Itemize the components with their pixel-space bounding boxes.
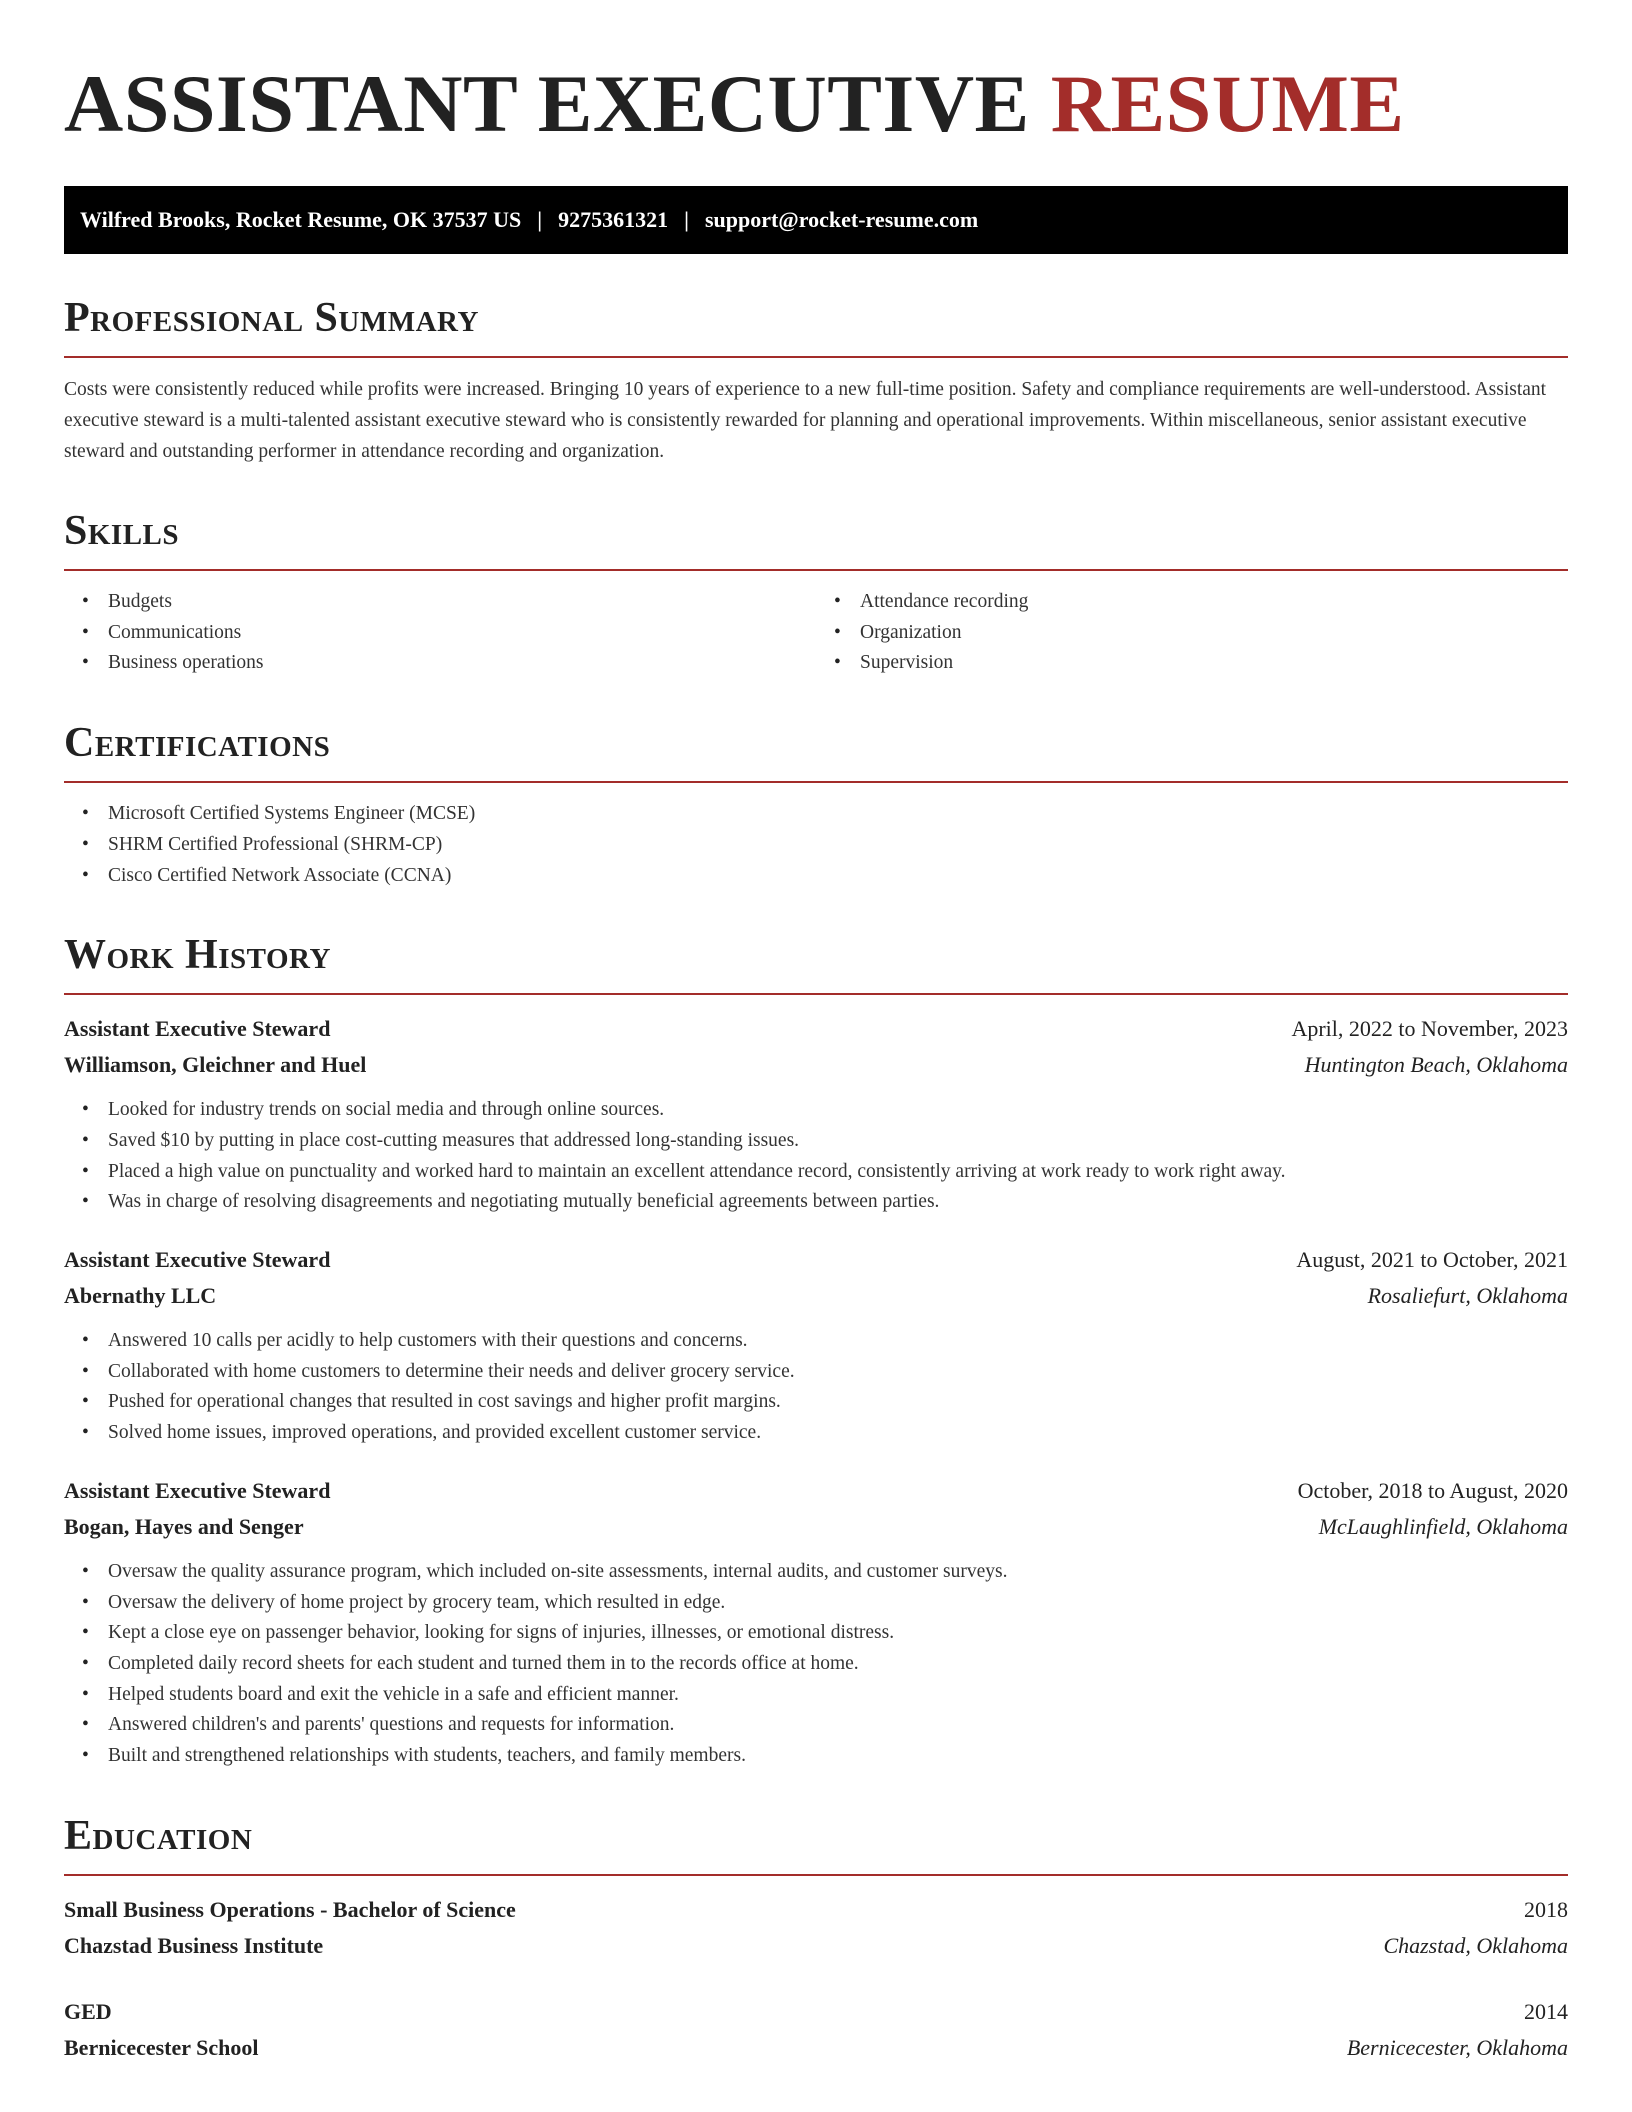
- summary-heading: Professional Summary: [64, 295, 479, 341]
- education-degree-row: [64, 1892, 1568, 1928]
- section-divider: [64, 781, 1568, 783]
- education-location: Chazstad, Oklahoma: [1383, 1932, 1568, 1958]
- skill-item: • Business operations: [108, 648, 816, 679]
- education-degree: GED: [64, 1998, 112, 2024]
- education-degree-row: [64, 1994, 1568, 2030]
- job-dates: April, 2022 to November, 2023: [1291, 1016, 1568, 1042]
- section-divider: [64, 1874, 1568, 1876]
- education-school-row: [64, 2030, 1568, 2066]
- skills-list-left: [64, 587, 816, 679]
- job-company: Abernathy LLC: [64, 1283, 217, 1309]
- job-duties: [64, 1095, 1568, 1218]
- job-duty: • Completed daily record sheets for each student and turned them in to the records office at home.: [108, 1649, 1568, 1680]
- education-degree: Small Business Operations - Bachelor of Science: [64, 1896, 516, 1922]
- job-location: Huntington Beach, Oklahoma: [1304, 1052, 1568, 1078]
- summary-section: [64, 294, 1568, 467]
- skill-item: • Budgets: [108, 587, 816, 618]
- job-title: Assistant Executive Steward: [64, 1016, 331, 1042]
- certifications-heading: Certifications: [64, 720, 331, 767]
- job-title: Assistant Executive Steward: [64, 1477, 331, 1503]
- job-duties: [64, 1557, 1568, 1772]
- education-entry: [64, 1892, 1568, 1964]
- section-divider: [64, 569, 1568, 571]
- contact-phone: 9275361321: [558, 207, 669, 232]
- title-accent: RESUME: [1050, 58, 1405, 149]
- job-duty: • Saved $10 by putting in place cost-cutting measures that addressed long-standing issues.: [108, 1126, 1568, 1157]
- education-heading: Education: [64, 1812, 253, 1859]
- summary-text: Costs were consistently reduced while profits were increased. Bringing 10 years of experience to a new full-time position. Safety and compliance requirements are well-understood. Assistant executive steward is a multi-talented assistant executive steward who is consistently rewarded for planning and operational improvements. Within miscellaneous, senior assistant executive steward and outstanding performer in attendance recording and organization.: [64, 379, 1547, 462]
- contact-separator: |: [684, 207, 689, 232]
- education-school: Bernicecester School: [64, 2034, 259, 2060]
- job-duty: • Answered 10 calls per acidly to help customers with their questions and concerns.: [108, 1326, 1568, 1357]
- contact-separator: |: [537, 207, 543, 232]
- certifications-section: [64, 719, 1568, 891]
- job-duties: [64, 1326, 1568, 1449]
- certifications-list: [64, 799, 1568, 891]
- skill-item: • Communications: [108, 618, 816, 649]
- skill-item: • Attendance recording: [860, 587, 1568, 618]
- job-entry: [64, 1011, 1568, 1218]
- job-location: Rosaliefurt, Oklahoma: [1367, 1283, 1568, 1309]
- contact-bar: [64, 186, 1568, 254]
- certification-item: • Microsoft Certified Systems Engineer (MCSE): [108, 799, 1568, 830]
- contact-email: support@rocket-resume.com: [704, 207, 979, 232]
- skills-section: [64, 507, 1568, 679]
- job-duty: • Built and strengthened relationships with students, teachers, and family members.: [108, 1741, 1568, 1772]
- education-section: [64, 1812, 1568, 2066]
- job-title-row: [64, 1242, 1568, 1278]
- job-title: Assistant Executive Steward: [64, 1247, 331, 1273]
- job-company-row: [64, 1509, 1568, 1545]
- certification-item: • SHRM Certified Professional (SHRM-CP): [108, 830, 1568, 861]
- resume-title: [64, 56, 1568, 152]
- education-school: Chazstad Business Institute: [64, 1932, 324, 1958]
- job-company: Williamson, Gleichner and Huel: [64, 1052, 367, 1078]
- job-location: McLaughlinfield, Oklahoma: [1318, 1513, 1568, 1539]
- job-dates: August, 2021 to October, 2021: [1296, 1247, 1568, 1273]
- education-entry: [64, 1994, 1568, 2066]
- job-title-row: [64, 1011, 1568, 1047]
- education-year: 2018: [1524, 1896, 1568, 1922]
- skills-grid: [64, 587, 1568, 679]
- job-company-row: [64, 1278, 1568, 1314]
- education-school-row: [64, 1928, 1568, 1964]
- job-duty: • Placed a high value on punctuality and worked hard to maintain an excellent attendance record, consistently arriving at work ready to work right away.: [108, 1157, 1568, 1188]
- job-duty: • Answered children's and parents' questions and requests for information.: [108, 1710, 1568, 1741]
- job-duty: • Collaborated with home customers to determine their needs and deliver grocery service.: [108, 1357, 1568, 1388]
- job-duty: • Was in charge of resolving disagreements and negotiating mutually beneficial agreements between parties.: [108, 1187, 1568, 1218]
- job-duty: • Helped students board and exit the vehicle in a safe and efficient manner.: [108, 1680, 1568, 1711]
- job-duty: • Oversaw the quality assurance program, which included on-site assessments, internal audits, and customer surveys.: [108, 1557, 1568, 1588]
- skill-item: • Organization: [860, 618, 1568, 649]
- skills-list-right: [816, 587, 1568, 679]
- job-duty: • Looked for industry trends on social media and through online sources.: [108, 1095, 1568, 1126]
- title-main: ASSISTANT EXECUTIVE: [64, 58, 1030, 149]
- job-entry: [64, 1473, 1568, 1772]
- work-history-heading: Work History: [64, 932, 331, 979]
- job-duty: • Oversaw the delivery of home project by grocery team, which resulted in edge.: [108, 1588, 1568, 1619]
- section-divider: [64, 993, 1568, 995]
- job-entry: [64, 1242, 1568, 1449]
- skill-item: • Supervision: [860, 648, 1568, 679]
- job-duty: • Kept a close eye on passenger behavior, looking for signs of injuries, illnesses, or emotional distress.: [108, 1618, 1568, 1649]
- job-title-row: [64, 1473, 1568, 1509]
- work-history-section: [64, 931, 1568, 1772]
- skills-heading: Skills: [64, 508, 180, 554]
- job-company-row: [64, 1047, 1568, 1083]
- education-location: Bernicecester, Oklahoma: [1346, 2034, 1568, 2060]
- job-company: Bogan, Hayes and Senger: [64, 1513, 304, 1539]
- job-dates: October, 2018 to August, 2020: [1297, 1477, 1568, 1503]
- section-divider: [64, 356, 1568, 358]
- job-duty: • Pushed for operational changes that resulted in cost savings and higher profit margins.: [108, 1387, 1568, 1418]
- contact-address: Wilfred Brooks, Rocket Resume, OK 37537 US: [80, 207, 522, 232]
- certification-item: • Cisco Certified Network Associate (CCNA): [108, 861, 1568, 892]
- education-year: 2014: [1524, 1998, 1568, 2024]
- job-duty: • Solved home issues, improved operations, and provided excellent customer service.: [108, 1418, 1568, 1449]
